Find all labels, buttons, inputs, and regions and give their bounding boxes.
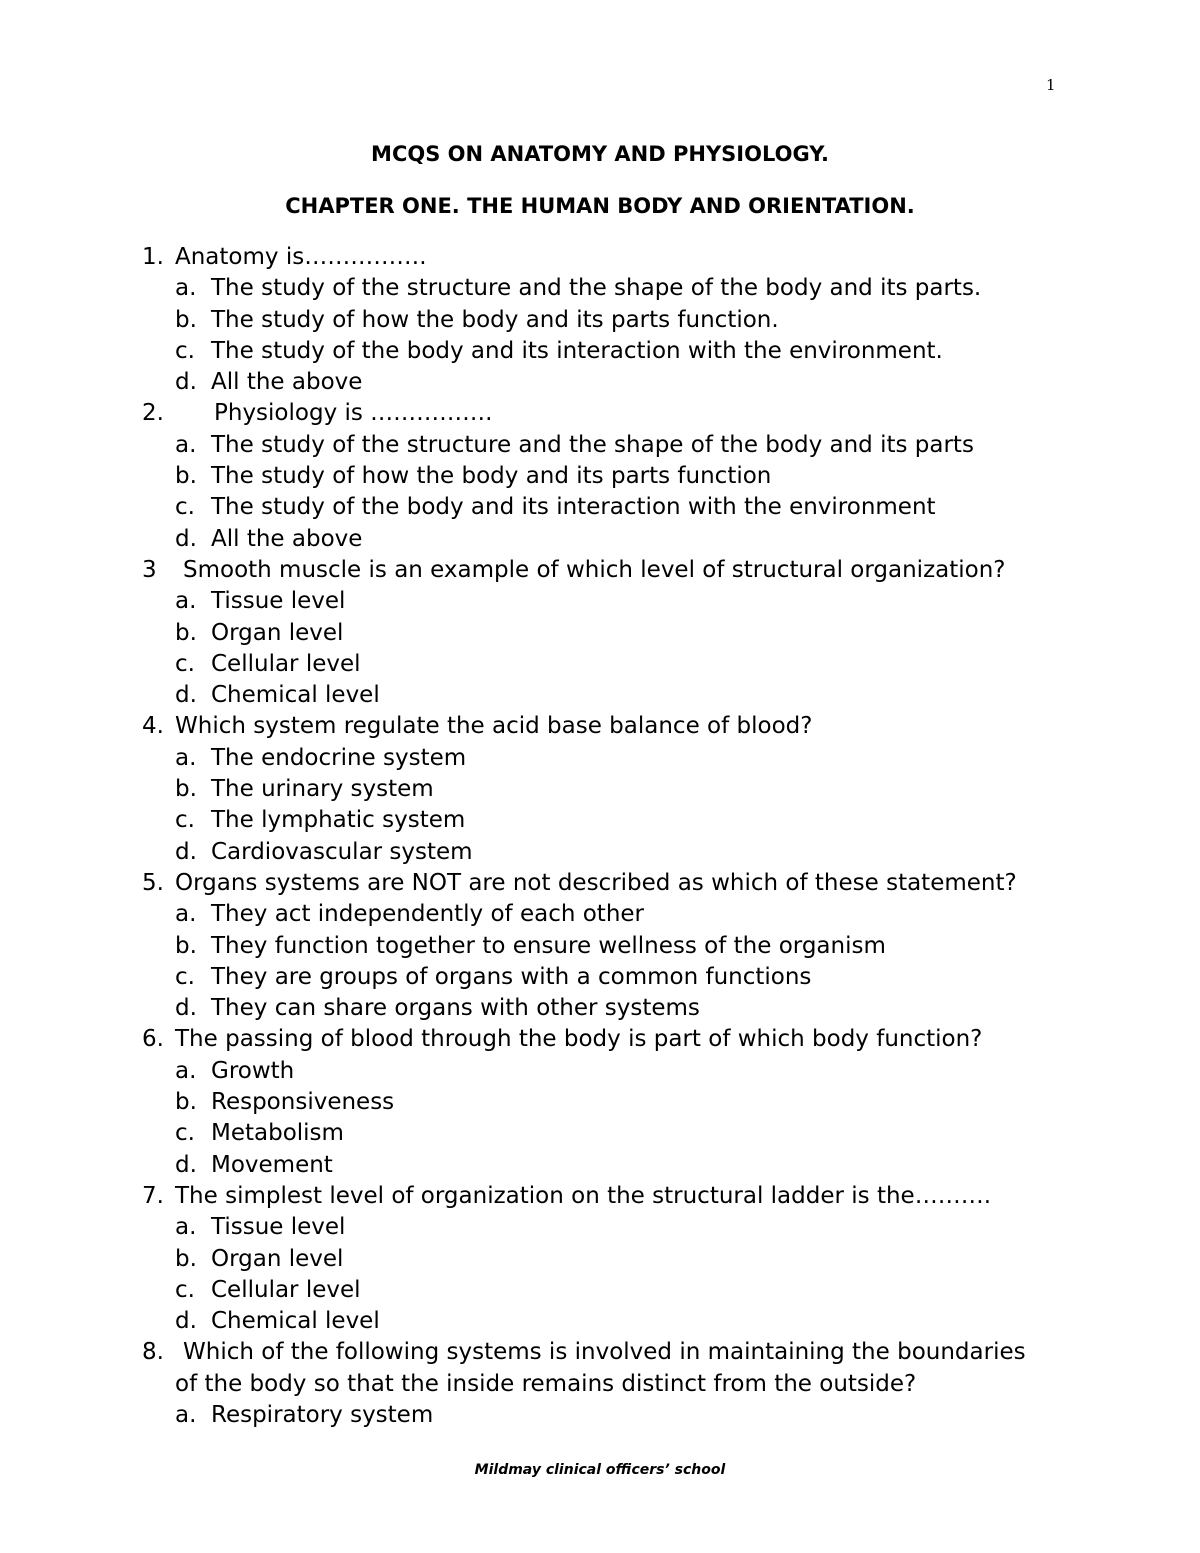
answer-option <box>0 524 1200 555</box>
option-text: The study of the structure and the shape of the body and its parts <box>211 431 974 458</box>
option-text: Tissue level <box>211 588 346 615</box>
option-text: Organ level <box>211 619 344 646</box>
answer-option <box>0 774 1200 805</box>
option-letter: a. <box>175 1214 197 1241</box>
answer-option <box>0 805 1200 836</box>
question-item <box>0 1181 1200 1212</box>
option-text: The urinary system <box>211 776 434 803</box>
question-text: Smooth muscle is an example of which level of structural organization? <box>183 556 1006 583</box>
option-letter: b. <box>175 306 197 333</box>
option-text: Responsiveness <box>211 1089 395 1116</box>
option-text: Organ level <box>211 1245 344 1272</box>
question-text-continuation <box>0 1369 1200 1400</box>
answer-option <box>0 1150 1200 1181</box>
answer-option <box>0 492 1200 523</box>
option-letter: b. <box>175 619 197 646</box>
option-letter: c. <box>175 807 195 834</box>
option-text: The study of the body and its interaction with the environment. <box>211 337 943 364</box>
option-letter: d. <box>175 369 197 396</box>
option-text: Metabolism <box>211 1120 344 1147</box>
answer-option <box>0 743 1200 774</box>
document-title: MCQS ON ANATOMY AND PHYSIOLOGY. <box>371 142 829 166</box>
question-item <box>0 555 1200 586</box>
answer-option <box>0 305 1200 336</box>
option-text: Cellular level <box>211 650 361 677</box>
answer-option <box>0 899 1200 930</box>
option-text: They function together to ensure wellness of the organism <box>211 932 886 959</box>
option-text: Chemical level <box>211 1308 380 1335</box>
answer-option <box>0 1118 1200 1149</box>
option-text: Chemical level <box>211 682 380 709</box>
question-item <box>0 711 1200 742</box>
option-letter: a. <box>175 431 197 458</box>
answer-option <box>0 1275 1200 1306</box>
question-list <box>0 242 1200 1431</box>
option-letter: a. <box>175 1057 197 1084</box>
answer-option <box>0 1212 1200 1243</box>
option-text: The lymphatic system <box>211 807 466 834</box>
answer-option <box>0 461 1200 492</box>
option-text: All the above <box>211 525 363 552</box>
option-text: Growth <box>211 1057 295 1084</box>
option-letter: d. <box>175 1308 197 1335</box>
answer-option <box>0 837 1200 868</box>
option-text: Respiratory system <box>211 1401 434 1428</box>
chapter-title: CHAPTER ONE. THE HUMAN BODY AND ORIENTATION. <box>285 194 915 218</box>
option-letter: d. <box>175 838 197 865</box>
question-item <box>0 1024 1200 1055</box>
option-text: They can share organs with other systems <box>211 995 700 1022</box>
answer-option <box>0 993 1200 1024</box>
option-text: The endocrine system <box>211 744 467 771</box>
option-letter: b. <box>175 463 197 490</box>
question-text: Physiology is ……………. <box>214 400 493 427</box>
option-text: The study of how the body and its parts function. <box>211 306 779 333</box>
question-number: 1. <box>142 244 164 270</box>
answer-option <box>0 430 1200 461</box>
question-number: 7. <box>142 1182 164 1209</box>
question-text: Anatomy is……………. <box>175 244 427 270</box>
option-letter: b. <box>175 932 197 959</box>
answer-option <box>0 336 1200 367</box>
question-text: Which system regulate the acid base balance of blood? <box>175 713 813 740</box>
option-text: Cellular level <box>211 1276 361 1303</box>
option-letter: a. <box>175 901 197 928</box>
answer-option <box>0 273 1200 304</box>
option-letter: c. <box>175 494 195 521</box>
page-number: 1 <box>1046 76 1056 94</box>
question-item <box>0 398 1200 429</box>
question-text: Organs systems are NOT are not described as which of these statement? <box>175 869 1017 896</box>
option-text: Movement <box>211 1151 333 1178</box>
option-letter: a. <box>175 744 197 771</box>
answer-option <box>0 367 1200 398</box>
option-text: Cardiovascular system <box>211 838 473 865</box>
option-text: The study of the structure and the shape of the body and its parts. <box>211 275 982 302</box>
option-letter: a. <box>175 1401 197 1428</box>
answer-option <box>0 618 1200 649</box>
answer-option <box>0 1056 1200 1087</box>
option-letter: d. <box>175 525 197 552</box>
answer-option <box>0 586 1200 617</box>
option-text: All the above <box>211 369 363 396</box>
option-letter: c. <box>175 963 195 990</box>
option-letter: a. <box>175 588 197 615</box>
option-letter: b. <box>175 1089 197 1116</box>
answer-option <box>0 931 1200 962</box>
answer-option <box>0 649 1200 680</box>
option-letter: c. <box>175 1276 195 1303</box>
question-text: The passing of blood through the body is part of which body function? <box>175 1026 983 1053</box>
option-text: They are groups of organs with a common functions <box>211 963 812 990</box>
option-letter: b. <box>175 1245 197 1272</box>
option-letter: d. <box>175 1151 197 1178</box>
question-item <box>0 868 1200 899</box>
question-item <box>0 242 1200 273</box>
page-footer: Mildmay clinical officers’ school <box>474 1462 726 1478</box>
question-number: 6. <box>142 1026 164 1053</box>
option-letter: d. <box>175 682 197 709</box>
question-text: The simplest level of organization on the structural ladder is the………. <box>175 1182 992 1209</box>
answer-option <box>0 1087 1200 1118</box>
option-text: The study of the body and its interaction with the environment <box>211 494 936 521</box>
option-letter: c. <box>175 1120 195 1147</box>
option-letter: a. <box>175 275 197 302</box>
question-number: 8. <box>142 1339 164 1366</box>
option-text: They act independently of each other <box>211 901 645 928</box>
answer-option <box>0 680 1200 711</box>
answer-option <box>0 1306 1200 1337</box>
question-text: of the body so that the inside remains distinct from the outside? <box>175 1370 917 1397</box>
option-text: Tissue level <box>211 1214 346 1241</box>
option-letter: b. <box>175 776 197 803</box>
question-number: 3 <box>142 556 157 583</box>
question-text: Which of the following systems is involved in maintaining the boundaries <box>183 1339 1026 1366</box>
answer-option <box>0 1244 1200 1275</box>
option-letter: d. <box>175 995 197 1022</box>
question-item <box>0 1337 1200 1368</box>
option-letter: c. <box>175 650 195 677</box>
option-letter: c. <box>175 337 195 364</box>
question-number: 5. <box>142 869 164 896</box>
answer-option <box>0 962 1200 993</box>
question-number: 2. <box>142 400 164 427</box>
option-text: The study of how the body and its parts function <box>211 463 772 490</box>
question-number: 4. <box>142 713 164 740</box>
answer-option <box>0 1400 1200 1431</box>
